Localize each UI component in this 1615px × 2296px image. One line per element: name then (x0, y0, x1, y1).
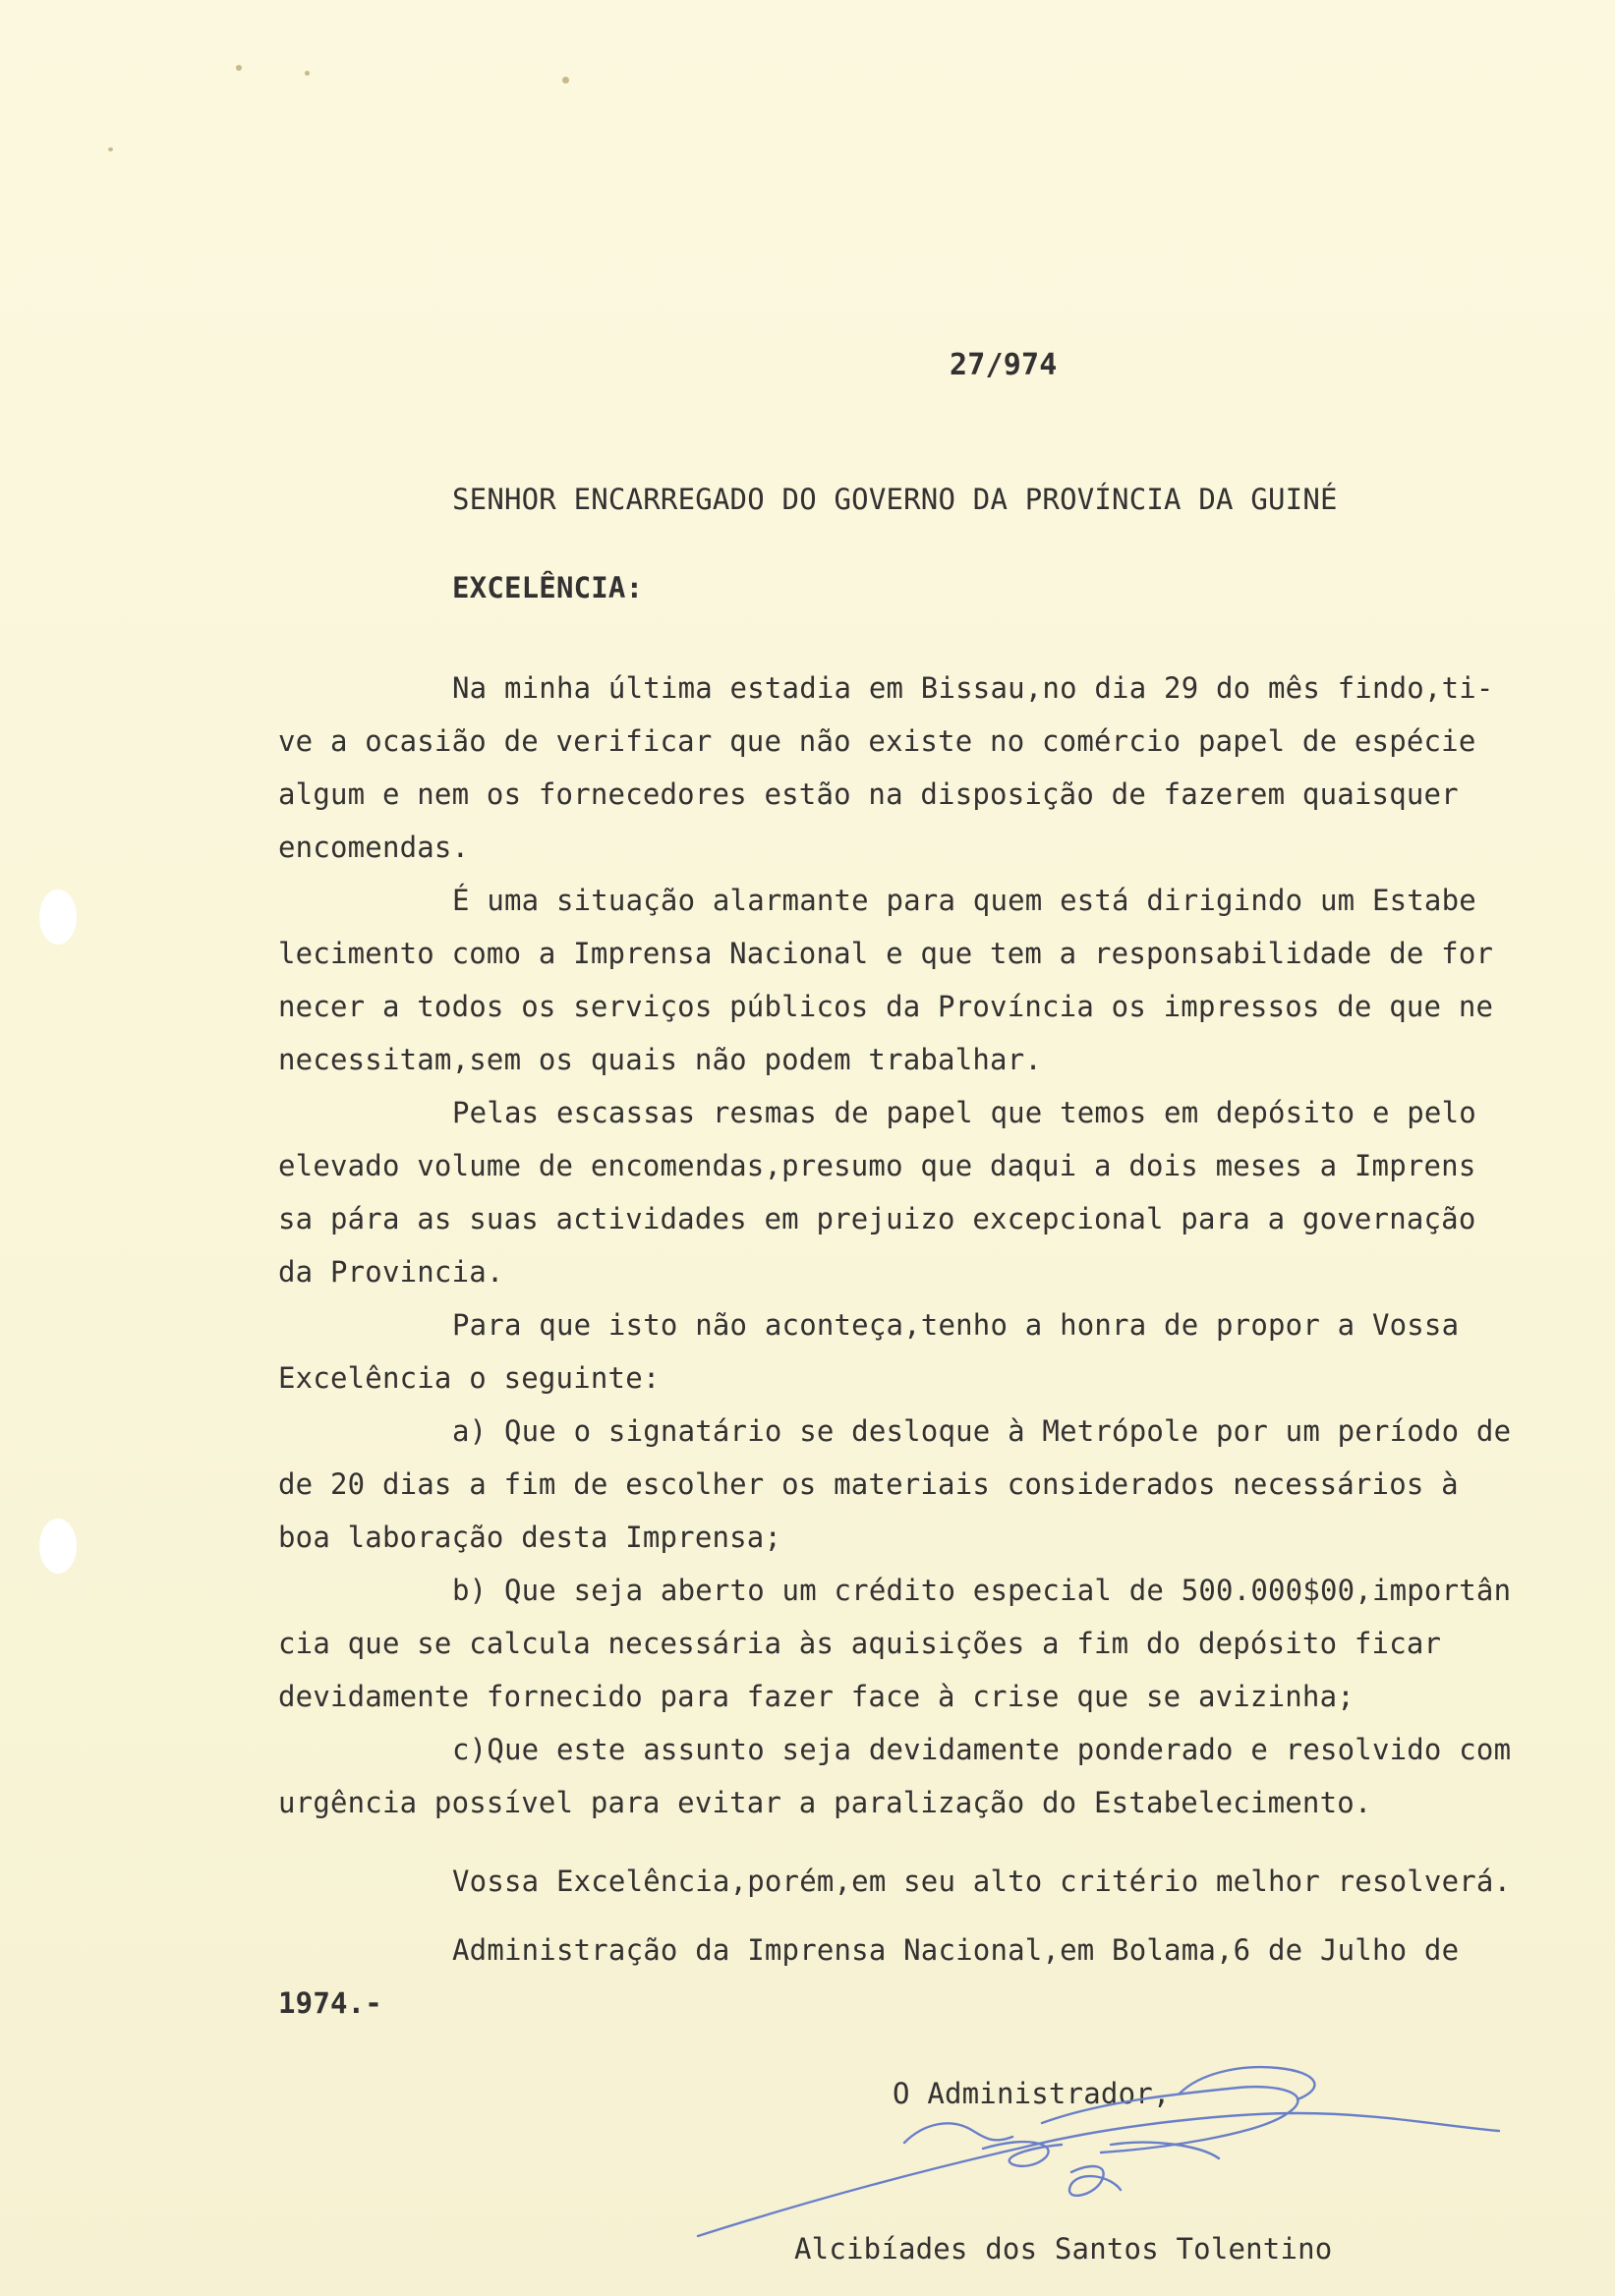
body-line: Na minha última estadia em Bissau,no dia 29 do mês findo,ti- (452, 671, 1494, 705)
body-line: algum e nem os fornecedores estão na disposição de fazerem quaisquer (278, 777, 1459, 811)
place-date-line: Administração da Imprensa Nacional,em Bolama,6 de Julho de (452, 1933, 1460, 1967)
body-line: É uma situação alarmante para quem está dirigindo um Estabe (452, 884, 1476, 917)
paper-speck (562, 77, 569, 84)
body-line: elevado volume de encomendas,presumo que daqui a dois meses a Imprens (278, 1149, 1476, 1182)
body-line: urgência possível para evitar a paralização do Estabelecimento. (278, 1786, 1372, 1819)
body-line: lecimento como a Imprensa Nacional e que tem a responsabilidade de for (278, 937, 1494, 970)
body-line: sa pára as suas actividades em prejuizo excepcional para a governação (278, 1202, 1476, 1235)
body-line: ve a ocasião de verificar que não existe no comércio papel de espécie (278, 724, 1476, 758)
body-line: Excelência o seguinte: (278, 1361, 661, 1395)
signatory-name: Alcibíades dos Santos Tolentino (794, 2232, 1333, 2266)
punch-hole (39, 1519, 77, 1574)
body-line: necer a todos os serviços públicos da Província os impressos de que ne (278, 990, 1494, 1023)
paper-speck (305, 71, 310, 76)
signatory-title: O Administrador, (893, 2077, 1171, 2110)
year-line: 1974.- (278, 1986, 382, 2020)
addressee: SENHOR ENCARREGADO DO GOVERNO DA PROVÍNCIA DA GUINÉ (452, 483, 1338, 516)
body-line: de 20 dias a fim de escolher os materiais considerados necessários à (278, 1467, 1459, 1501)
paper-speck (236, 65, 242, 71)
body-line: cia que se calcula necessária às aquisições a fim do depósito ficar (278, 1627, 1442, 1660)
body-line: devidamente fornecido para fazer face à crise que se avizinha; (278, 1680, 1355, 1713)
paper-speck (108, 147, 113, 151)
body-line: da Provincia. (278, 1255, 504, 1289)
body-line: b) Que seja aberto um crédito especial de 500.000$00,importân (452, 1574, 1512, 1607)
body-line: boa laboração desta Imprensa; (278, 1521, 782, 1554)
body-line: necessitam,sem os quais não podem trabalhar. (278, 1043, 1043, 1076)
body-line: a) Que o signatário se desloque à Metrópole por um período de (452, 1414, 1512, 1448)
body-line: c)Que este assunto seja devidamente ponderado e resolvido com (452, 1733, 1512, 1766)
punch-hole (39, 890, 77, 945)
body-line: encomendas. (278, 831, 470, 864)
reference-number: 27/974 (950, 348, 1058, 382)
body-line: Para que isto não aconteça,tenho a honra de propor a Vossa (452, 1308, 1460, 1342)
closing-line: Vossa Excelência,porém,em seu alto critério melhor resolverá. (452, 1865, 1512, 1898)
body-line: Pelas escassas resmas de papel que temos em depósito e pelo (452, 1096, 1476, 1129)
salutation: EXCELÊNCIA: (452, 571, 644, 604)
handwritten-signature (688, 2054, 1514, 2251)
